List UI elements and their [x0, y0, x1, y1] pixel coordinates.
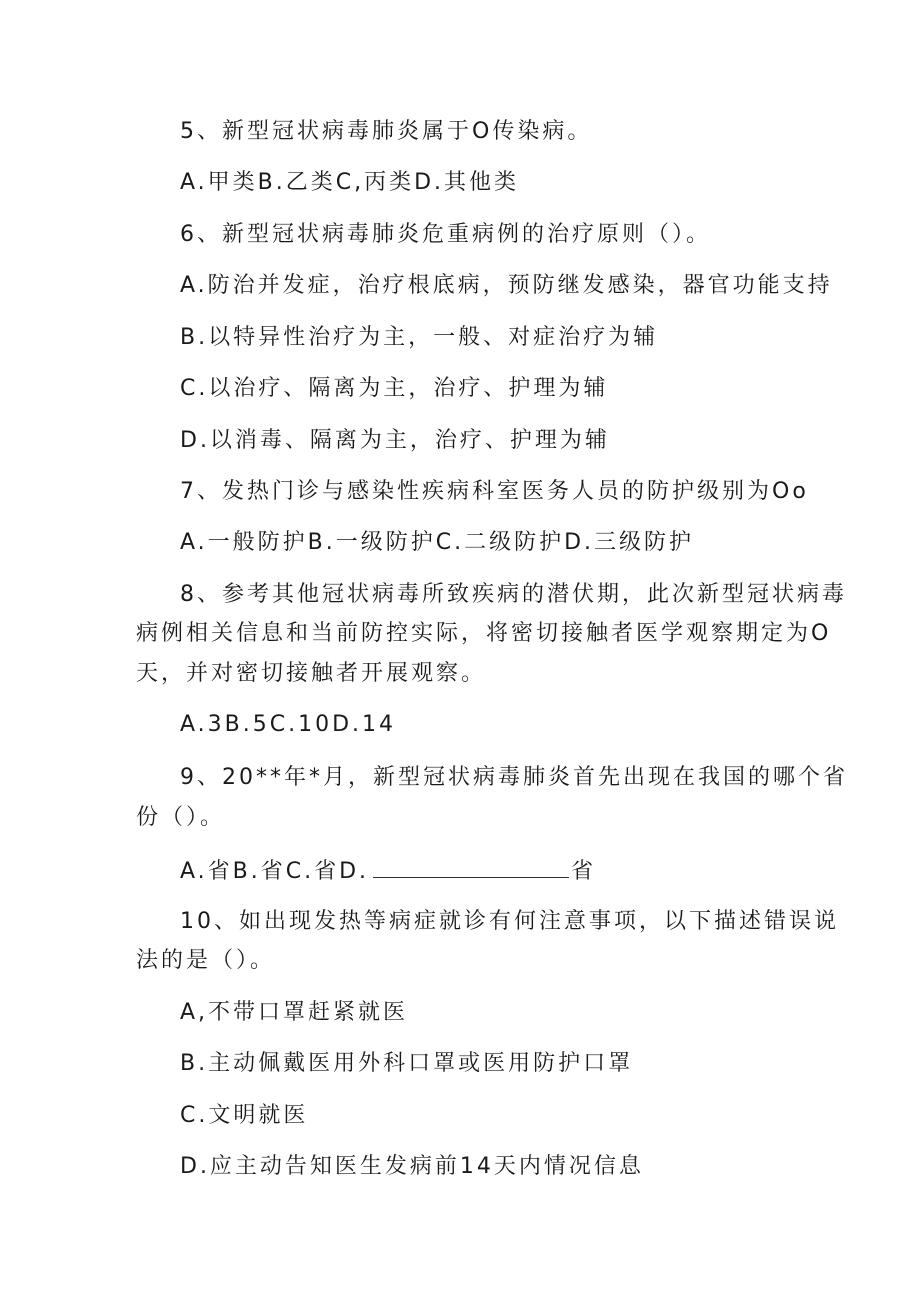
question-10-line-1: 10、如出现发热等病症就诊有何注意事项，以下描述错误说 [180, 909, 839, 934]
question-10-option-b: B.主动佩戴医用外科口罩或医用防护口罩 [180, 1051, 634, 1076]
question-7: 7、发热门诊与感染性疾病科室医务人员的防护级别为Oo [180, 479, 809, 504]
question-10-option-d: D.应主动告知医生发病前14天内情况信息 [180, 1154, 644, 1179]
question-7-options: A.一般防护B.一级防护C.二级防护D.三级防护 [180, 530, 695, 555]
question-8-line-3: 天，并对密切接触者开展观察。 [136, 661, 487, 686]
question-9-options [180, 855, 596, 887]
answer-blank [373, 855, 569, 878]
question-9-options-suffix: 省 [571, 859, 597, 884]
question-9-line-2: 份（）。 [136, 805, 226, 830]
question-10-line-2: 法的是（）。 [136, 948, 276, 973]
question-8-line-1: 8、参考其他冠状病毒所致疾病的潜伏期，此次新型冠状病毒 [180, 582, 847, 607]
question-9-line-1: 9、20**年*月，新型冠状病毒肺炎首先出现在我国的哪个省 [180, 765, 848, 790]
question-6: 6、新型冠状病毒肺炎危重病例的治疗原则（）。 [180, 222, 711, 247]
question-5: 5、新型冠状病毒肺炎属于O传染病。 [180, 119, 593, 144]
question-8-options: A.3B.5C.10D.14 [180, 712, 397, 737]
question-6-option-d: D.以消毒、隔离为主，治疗、护理为辅 [180, 428, 610, 453]
question-6-option-c: C.以治疗、隔离为主，治疗、护理为辅 [180, 376, 609, 401]
question-8-line-2: 病例相关信息和当前防控实际，将密切接触者医学观察期定为O [136, 621, 832, 646]
question-5-options: A.甲类B.乙类C,丙类D.其他类 [180, 170, 520, 195]
question-10-option-a: A,不带口罩赶紧就医 [180, 1000, 409, 1025]
question-10-option-c: C.文明就医 [180, 1103, 309, 1128]
question-6-option-a: A.防治并发症，治疗根底病，预防继发感染，器官功能支持 [180, 273, 833, 298]
question-9-options-prefix: A.省B.省C.省D. [180, 859, 370, 884]
question-6-option-b: B.以特异性治疗为主，一般、对症治疗为辅 [180, 325, 659, 350]
